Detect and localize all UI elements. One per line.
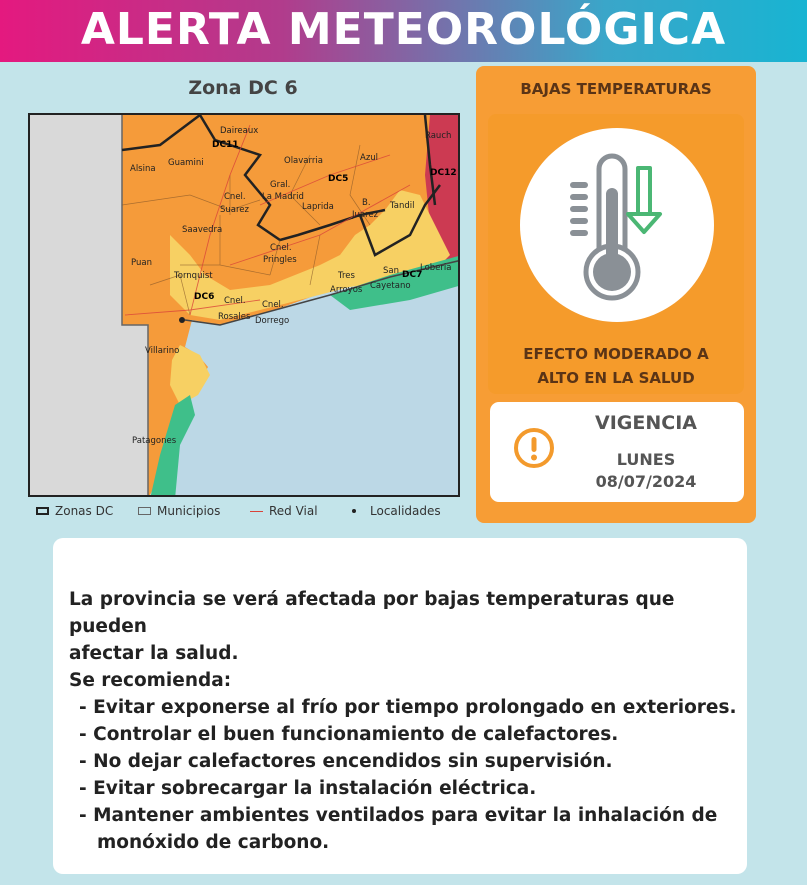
legend-municipios-label: Municipios [157, 504, 221, 518]
legend-zonas-label: Zonas DC [55, 504, 114, 518]
alert-type: BAJAS TEMPERATURAS [520, 80, 712, 98]
place-dorrego: Dorrego [255, 316, 290, 326]
place-puan: Puan [131, 258, 152, 268]
zone-dc11: DC11 [212, 140, 239, 150]
place-loberia: Loberia [420, 263, 452, 273]
info-line-1: La provincia se verá afectada por bajas temperaturas que pueden [69, 589, 675, 637]
recommendation-item: - No dejar calefactores encendidos sin supervisión. [79, 751, 613, 772]
place-azul: Azul [360, 153, 379, 163]
place-cnel4: Cnel. [262, 300, 284, 310]
place-olavarria: Olavarria [284, 156, 323, 166]
legend-red-vial-label: Red Vial [269, 504, 318, 518]
place-cnel2: Cnel. [270, 243, 292, 253]
info-text [69, 586, 739, 856]
place-juarez: Juarez [352, 210, 379, 220]
place-arroyos: Arroyos [330, 285, 363, 295]
zone-dc5: DC5 [328, 174, 349, 184]
legend-localidades [352, 504, 441, 518]
map-legend [36, 504, 466, 522]
place-daireaux: Daireaux [220, 126, 259, 136]
place-tres: Tres [338, 271, 355, 281]
recommendation-item: - Controlar el buen funcionamiento de calefactores. [79, 724, 619, 745]
validity-day: LUNES [616, 450, 676, 469]
alert-panel [476, 66, 756, 523]
effect-text [498, 342, 734, 390]
recommendation-item-continuation: monóxido de carbono. [97, 832, 330, 853]
recommendation-item: - Evitar exponerse al frío por tiempo prolongado en exteriores. [79, 697, 737, 718]
thermometer-down-icon [520, 128, 714, 322]
place-tornquist: Tornquist [174, 271, 213, 281]
place-rosales: Rosales [218, 312, 251, 322]
legend-zonas-swatch [36, 507, 49, 515]
place-guamini: Guamini [168, 158, 204, 168]
thermometer-circle [520, 128, 714, 322]
recommend-heading: Se recomienda: [69, 670, 232, 691]
map-title: Zona DC 6 [188, 77, 298, 99]
legend-red-vial [250, 504, 318, 518]
place-cayetano: Cayetano [370, 281, 411, 291]
place-patagones: Patagones [132, 436, 177, 446]
legend-red-vial-swatch [250, 511, 263, 512]
legend-localidades-dot [352, 509, 356, 513]
place-alsina: Alsina [130, 164, 156, 174]
locality-dot [179, 317, 185, 323]
place-laprida: Laprida [302, 202, 334, 212]
effect-line-1: EFECTO MODERADO A [523, 345, 709, 363]
zone-dc7: DC7 [402, 270, 423, 280]
place-suarez: Suarez [220, 205, 249, 215]
place-villarino: Villarino [145, 346, 180, 356]
place-san: San [383, 266, 399, 276]
effect-line-2: ALTO EN LA SALUD [537, 369, 695, 387]
alert-map [28, 113, 460, 497]
zone-dc12: DC12 [430, 168, 457, 178]
recommendation-item: - Evitar sobrecargar la instalación eléctrica. [79, 778, 537, 799]
zone-dc6: DC6 [194, 292, 215, 302]
legend-municipios-swatch [138, 507, 151, 515]
place-cnel1: Cnel. [224, 192, 246, 202]
place-b: B. [362, 198, 371, 208]
validity-title: VIGENCIA [595, 412, 697, 434]
legend-municipios [138, 504, 220, 518]
info-card [53, 538, 747, 874]
header-banner [0, 0, 807, 62]
info-line-2: afectar la salud. [69, 643, 239, 664]
place-saavedra: Saavedra [182, 225, 223, 235]
place-rauch: Rauch [425, 131, 452, 141]
legend-zonas [36, 504, 113, 518]
alert-effect-box [488, 114, 744, 394]
place-pringles: Pringles [263, 255, 297, 265]
validity-box [490, 402, 744, 502]
page-title: ALERTA METEOROLÓGICA [80, 4, 727, 55]
place-la-madrid: La Madrid [262, 192, 304, 202]
place-tandil: Tandil [390, 201, 415, 211]
validity-date: 08/07/2024 [595, 472, 697, 491]
place-cnel3: Cnel. [224, 296, 246, 306]
legend-localidades-label: Localidades [370, 504, 441, 518]
place-gral: Gral. [270, 180, 291, 190]
recommendation-item: - Mantener ambientes ventilados para evitar la inhalación de [79, 805, 718, 826]
exclamation-circle-icon [512, 426, 556, 470]
